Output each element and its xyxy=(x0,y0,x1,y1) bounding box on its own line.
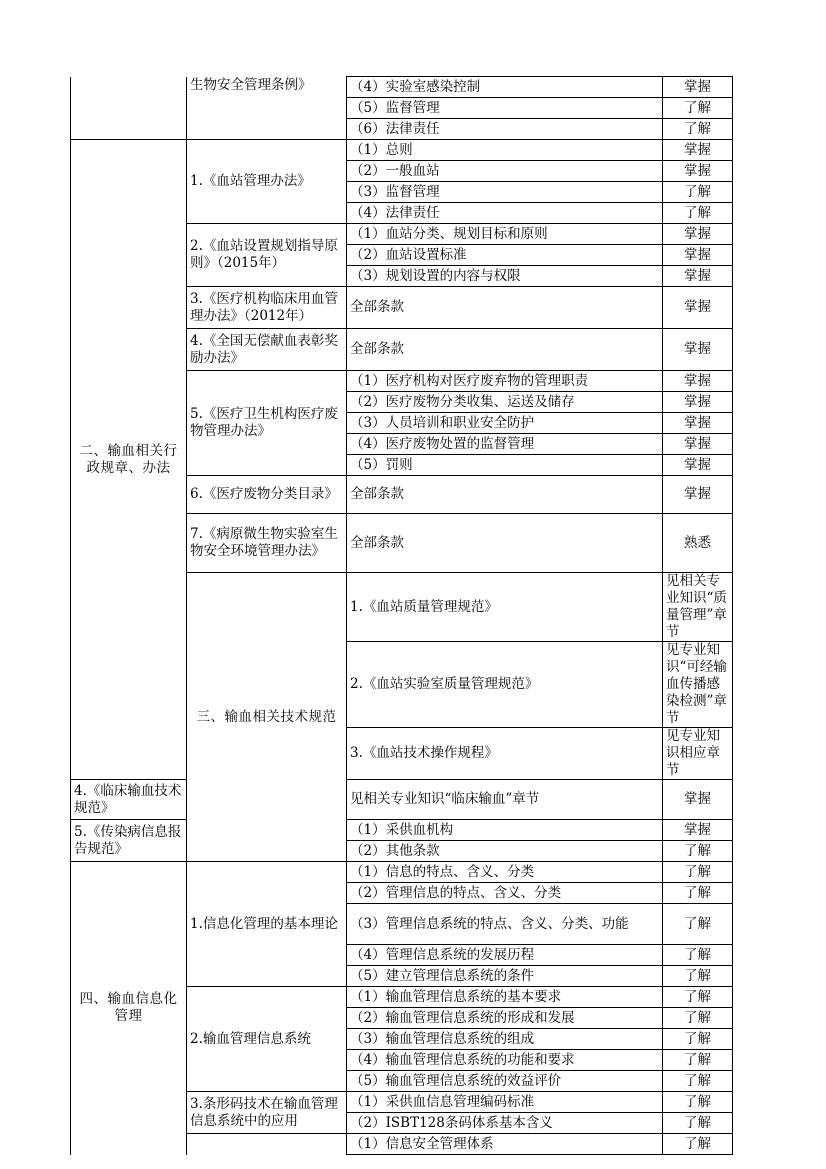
level-cell: 了解 xyxy=(663,182,733,203)
content-cell: （3）人员培训和职业安全防护 xyxy=(347,413,663,434)
regulation-cell: 3.条形码技术在输血管理信息系统中的应用 xyxy=(187,1092,347,1134)
level-cell: 了解 xyxy=(663,862,733,883)
regulation-cell: 2.《血站实验室质量管理规范》 xyxy=(347,642,663,728)
level-cell: 掌握 xyxy=(663,476,733,514)
level-cell: 掌握 xyxy=(663,820,733,841)
content-cell: （2）一般血站 xyxy=(347,161,663,182)
content-cell: （3）输血管理信息系统的组成 xyxy=(347,1029,663,1050)
content-cell: （1）医疗机构对医疗废弃物的管理职责 xyxy=(347,371,663,392)
content-cell: （1）总则 xyxy=(347,140,663,161)
regulation-cell: 4.《临床输血技术规范》 xyxy=(71,780,187,820)
level-cell: 了解 xyxy=(663,987,733,1008)
level-cell: 了解 xyxy=(663,841,733,862)
section-cell: 二、输血相关行政规章、办法 xyxy=(71,140,187,780)
content-cell: （4）实验室感染控制 xyxy=(347,77,663,98)
content-cell: （4）管理信息系统的发展历程 xyxy=(347,945,663,966)
level-cell: 了解 xyxy=(663,1071,733,1092)
content-cell: 见相关专业知识“临床输血”章节 xyxy=(347,780,663,820)
table-row xyxy=(71,780,733,820)
regulation-cell: 7.《病原微生物实验室生物安全环境管理办法》 xyxy=(187,514,347,573)
level-cell: 掌握 xyxy=(663,140,733,161)
content-cell: （3）管理信息系统的特点、含义、分类、功能 xyxy=(347,904,663,945)
level-cell: 掌握 xyxy=(663,392,733,413)
level-cell: 了解 xyxy=(663,1092,733,1113)
level-cell: 掌握 xyxy=(663,161,733,182)
level-cell: 了解 xyxy=(663,1134,733,1155)
content-cell: （1）血站分类、规划目标和原则 xyxy=(347,224,663,245)
level-cell: 了解 xyxy=(663,119,733,140)
level-cell: 了解 xyxy=(663,1113,733,1134)
level-cell: 掌握 xyxy=(663,77,733,98)
content-cell: （1）采供血信息管理编码标准 xyxy=(347,1092,663,1113)
level-cell: 了解 xyxy=(663,1050,733,1071)
section-cell: 四、输血信息化管理 xyxy=(71,862,187,1155)
section-cell: 三、输血相关技术规范 xyxy=(187,573,347,862)
regulation-cell: 3.《血站技术操作规程》 xyxy=(347,728,663,780)
content-cell: （3）规划设置的内容与权限 xyxy=(347,266,663,287)
content-cell: （5）监督管理 xyxy=(347,98,663,119)
regulation-cell: 5.《传染病信息报告规范》 xyxy=(71,820,187,862)
level-cell: 了解 xyxy=(663,1029,733,1050)
content-cell: 全部条款 xyxy=(347,287,663,329)
content-cell: 见专业知识“可经输血传播感染检测”章节 xyxy=(663,642,733,728)
level-cell: 了解 xyxy=(663,904,733,945)
syllabus-table xyxy=(70,76,733,1155)
level-cell: 了解 xyxy=(663,203,733,224)
regulation-cell: 3.《医疗机构临床用血管理办法》（2012年） xyxy=(187,287,347,329)
table-row xyxy=(71,820,733,841)
content-cell: （2）管理信息的特点、含义、分类 xyxy=(347,883,663,904)
content-cell: （5）建立管理信息系统的条件 xyxy=(347,966,663,987)
level-cell: 掌握 xyxy=(663,266,733,287)
content-cell: （1）输血管理信息系统的基本要求 xyxy=(347,987,663,1008)
content-cell: （4）医疗废物处置的监督管理 xyxy=(347,434,663,455)
regulation-cell: 6.《医疗废物分类目录》 xyxy=(187,476,347,514)
content-cell: 见专业知识相应章节 xyxy=(663,728,733,780)
table-row xyxy=(71,77,733,98)
level-cell: 掌握 xyxy=(663,287,733,329)
level-cell: 掌握 xyxy=(663,224,733,245)
regulation-cell: 生物安全管理条例》 xyxy=(187,77,347,140)
content-cell: （5）罚则 xyxy=(347,455,663,476)
level-cell: 掌握 xyxy=(663,780,733,820)
regulation-cell: 1.《血站管理办法》 xyxy=(187,140,347,224)
content-cell: （6）法律责任 xyxy=(347,119,663,140)
content-cell: （1）信息的特点、含义、分类 xyxy=(347,862,663,883)
level-cell: 掌握 xyxy=(663,455,733,476)
level-cell: 了解 xyxy=(663,1008,733,1029)
regulation-cell: 4.《全国无偿献血表彰奖励办法》 xyxy=(187,329,347,371)
level-cell: 掌握 xyxy=(663,434,733,455)
regulation-cell: 2.《血站设置规划指导原则》（2015年） xyxy=(187,224,347,287)
content-cell: （2）其他条款 xyxy=(347,841,663,862)
content-cell: 全部条款 xyxy=(347,476,663,514)
content-cell: （1）信息安全管理体系 xyxy=(347,1134,663,1155)
level-cell: 了解 xyxy=(663,98,733,119)
regulation-cell: 5.《医疗卫生机构医疗废物管理办法》 xyxy=(187,371,347,476)
level-cell: 熟悉 xyxy=(663,514,733,573)
content-cell: （2）ISBT128条码体系基本含义 xyxy=(347,1113,663,1134)
table-row xyxy=(71,862,733,883)
content-cell: 全部条款 xyxy=(347,329,663,371)
regulation-cell xyxy=(187,1134,347,1155)
content-cell: （4）输血管理信息系统的功能和要求 xyxy=(347,1050,663,1071)
level-cell: 掌握 xyxy=(663,245,733,266)
level-cell: 了解 xyxy=(663,945,733,966)
content-cell: （2）输血管理信息系统的形成和发展 xyxy=(347,1008,663,1029)
level-cell: 了解 xyxy=(663,883,733,904)
level-cell: 掌握 xyxy=(663,413,733,434)
section-cell xyxy=(71,77,187,140)
level-cell: 掌握 xyxy=(663,371,733,392)
content-cell: （4）法律责任 xyxy=(347,203,663,224)
level-cell: 掌握 xyxy=(663,329,733,371)
level-cell: 了解 xyxy=(663,966,733,987)
content-cell: 见相关专业知识“质量管理”章节 xyxy=(663,573,733,642)
content-cell: （2）医疗废物分类收集、运送及储存 xyxy=(347,392,663,413)
regulation-cell: 1.《血站质量管理规范》 xyxy=(347,573,663,642)
content-cell: （5）输血管理信息系统的效益评价 xyxy=(347,1071,663,1092)
content-cell: （2）血站设置标准 xyxy=(347,245,663,266)
regulation-cell: 1.信息化管理的基本理论 xyxy=(187,862,347,987)
content-cell: （3）监督管理 xyxy=(347,182,663,203)
content-cell: （1）采供血机构 xyxy=(347,820,663,841)
regulation-cell: 2.输血管理信息系统 xyxy=(187,987,347,1092)
content-cell: 全部条款 xyxy=(347,514,663,573)
table-row xyxy=(71,140,733,161)
